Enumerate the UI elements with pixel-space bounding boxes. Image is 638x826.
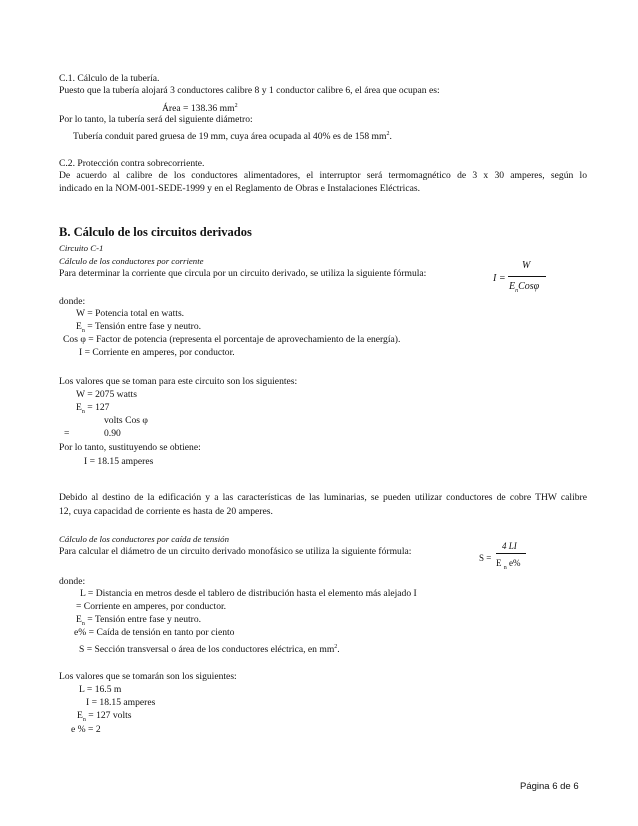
formula-s-bar bbox=[496, 553, 526, 554]
donde-1: donde: bbox=[59, 296, 86, 307]
value-power-factor: 0.90 bbox=[104, 428, 121, 439]
values-intro-2: Los valores que se tomarán son los siguientes: bbox=[59, 671, 237, 682]
result-i: I = 18.15 amperes bbox=[84, 456, 154, 467]
def-s: S = Sección transversal o área de los conductores eléctrica, en $mm^2$. bbox=[79, 644, 340, 656]
formula-s-denominator: E $_n$ e% bbox=[496, 558, 521, 571]
donde-2: donde: bbox=[59, 576, 86, 587]
def-i: I = Corriente en amperes, por conductor. bbox=[79, 347, 235, 358]
c2-line1: De acuerdo al calibre de los conductores alimentadores, el interruptor será termomagnético de 3 x 30 amperes, según lo bbox=[59, 170, 587, 181]
section-c1-title: C.1. Cálculo de la tubería. bbox=[59, 73, 160, 84]
formula-i-numerator: W bbox=[522, 260, 531, 271]
substitution-line: Por lo tanto, sustituyendo se obtiene: bbox=[59, 442, 201, 453]
def-en: $E_n$ = Tensión entre fase y neutro. bbox=[76, 321, 202, 334]
value-w: W = 2075 watts bbox=[76, 389, 137, 400]
value-i-2: I = 18.15 amperes bbox=[86, 697, 156, 708]
intro-voltage-drop: Para calcular el diámetro de un circuito derivado monofásico se utiliza la siguiente fórmula: bbox=[59, 546, 412, 557]
para-conductor-line1: Debido al destino de la edificación y a las características de las luminarias, se pueden utilizar conductores de cobre THW calibre bbox=[59, 492, 587, 503]
page-number: Página 6 de 6 bbox=[520, 781, 579, 792]
value-volts: volts Cos φ bbox=[104, 415, 148, 426]
formula-s-numerator: 4 LI bbox=[502, 541, 517, 551]
value-equals: = bbox=[64, 428, 70, 439]
area-formula: Área = 138.36 $mm^2$ bbox=[162, 103, 238, 115]
circuit-label: Circuito C-1 bbox=[59, 243, 104, 253]
subheading-voltage-drop: Cálculo de los conductores por caída de tensión bbox=[59, 534, 229, 544]
c2-line2: indicado en la NOM-001-SEDE-1999 y en el Reglamento de Obras e Instalaciones Eléctricas. bbox=[59, 183, 420, 194]
def-l: L = Distancia en metros desde el tablero de distribución hasta el elemento más alejado I bbox=[80, 588, 417, 599]
value-en: $E_n = 127$ bbox=[76, 402, 110, 415]
subheading-current: Cálculo de los conductores por corriente bbox=[59, 256, 204, 266]
c1-line2: Por lo tanto, la tubería será del siguiente diámetro: bbox=[59, 114, 253, 125]
c1-line3: Tubería conduit pared gruesa de 19 mm, cuya área ocupada al 40% es de 158 $mm^2$. bbox=[73, 131, 392, 143]
def-w: W = Potencia total en watts. bbox=[76, 308, 185, 319]
intro-current: Para determinar la corriente que circula por un circuito derivado, se utiliza la siguiente fórmula: bbox=[59, 268, 427, 279]
values-intro-1: Los valores que se toman para este circuito son los siguientes: bbox=[59, 376, 298, 387]
formula-s-lhs: S = bbox=[479, 553, 492, 563]
value-e-percent: e % = 2 bbox=[71, 724, 101, 735]
section-c2-title: C.2. Protección contra sobrecorriente. bbox=[59, 158, 205, 169]
c1-line1: Puesto que la tubería alojará 3 conductores calibre 8 y 1 conductor calibre 6, el área que ocupan es: bbox=[59, 85, 440, 96]
formula-i-bar bbox=[508, 276, 546, 277]
section-b-heading: B. Cálculo de los circuitos derivados bbox=[59, 225, 252, 239]
value-l: L = 16.5 m bbox=[79, 684, 122, 695]
value-en-2: $E_n = 127$ volts bbox=[77, 710, 132, 723]
formula-i-denominator: $E_nCos\varphi$ bbox=[509, 281, 540, 294]
formula-i-lhs: I = bbox=[493, 273, 506, 284]
def-i-2: = Corriente en amperes, por conductor. bbox=[76, 601, 227, 612]
para-conductor-line2: 12, cuya capacidad de corriente es hasta de 20 amperes. bbox=[59, 506, 273, 517]
def-en-2: $E_n$ = Tensión entre fase y neutro. bbox=[76, 614, 202, 627]
def-e-percent: e% = Caída de tensión en tanto por ciento bbox=[74, 627, 235, 638]
def-cos-phi: Cos φ = Factor de potencia (representa el porcentaje de aprovechamiento de la energía). bbox=[63, 334, 401, 345]
